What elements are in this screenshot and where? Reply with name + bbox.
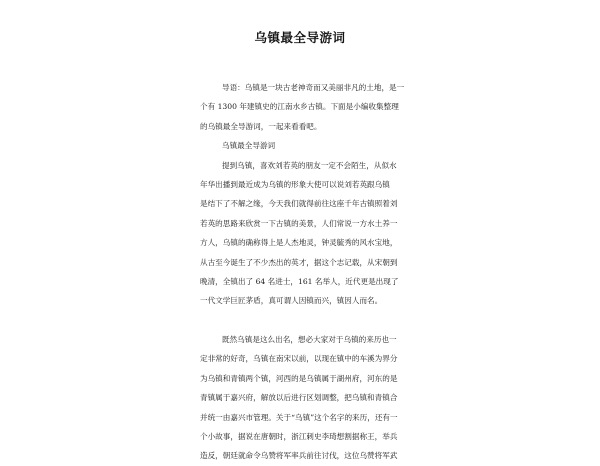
subheading: 乌镇最全导游词 — [222, 141, 276, 151]
intro-paragraph — [200, 78, 414, 136]
text-line: 从古至今诞生了不少杰出的英才，据这个志记载，从宋朝到 — [200, 257, 398, 267]
text-line: 既然乌镇是这么出名，想必大家对于乌镇的来历也一 — [222, 335, 397, 345]
text-line: 造反，朝廷就命令乌赞将军率兵前往讨伐，这位乌赞将军武 — [200, 451, 398, 461]
paragraph-name-origin — [200, 330, 414, 466]
text-line: 定非常的好奇，乌镇在南宋以前，以现在镇中的车溪为界分 — [200, 354, 398, 364]
text-line: 提到乌镇，喜欢刘若英的朋友一定不会陌生，从似水 — [222, 160, 397, 170]
text-line: 个有 1300 年建镇史的江南水乡古镇。下面是小编收集整理 — [200, 102, 399, 112]
text-line: 导语：乌镇是一块古老神奇而又美丽非凡的土地，是一 — [222, 83, 405, 92]
page-title: 乌镇最全导游词 — [254, 30, 346, 45]
text-line: 青镇属于嘉兴府，解放以后进行区划调整，把乌镇和青镇合 — [200, 393, 398, 403]
text-line: 的乌镇最全导游词，一起来看看吧。 — [200, 121, 322, 131]
paragraph-spacer — [200, 311, 414, 330]
text-line: 年华出播到最近成为乌镇的形象大使可以说刘若英跟乌镇 — [200, 179, 390, 189]
document-body — [200, 78, 414, 466]
text-line: 为乌镇和青镇两个镇，河西的是乌镇属于湖州府，河东的是 — [200, 373, 398, 383]
text-line: 一代文学巨匠茅盾，真可谓人因镇而兴，镇因人而名。 — [200, 296, 383, 306]
text-line: 方人，乌镇的确称得上是人杰地灵，钟灵毓秀的风水宝地， — [200, 238, 398, 248]
paragraph-history — [200, 156, 414, 311]
text-line: 若英的思路来欣赏一下古镇的美景，人们常说一方水土养一 — [200, 218, 398, 228]
text-line: 个小故事，据说在唐朝时，浙江刺史李琦想割据称王，举兵 — [200, 432, 398, 442]
text-line: 并统一由嘉兴市管理。关于“乌镇”这个名字的来历，还有一 — [200, 412, 398, 422]
text-line: 晚清，全镇出了 64 名进士，161 名举人，近代更是出现了 — [200, 276, 399, 286]
text-line: 是结下了不解之缘，今天我们就得前往这座千年古镇照着刘 — [200, 199, 398, 209]
